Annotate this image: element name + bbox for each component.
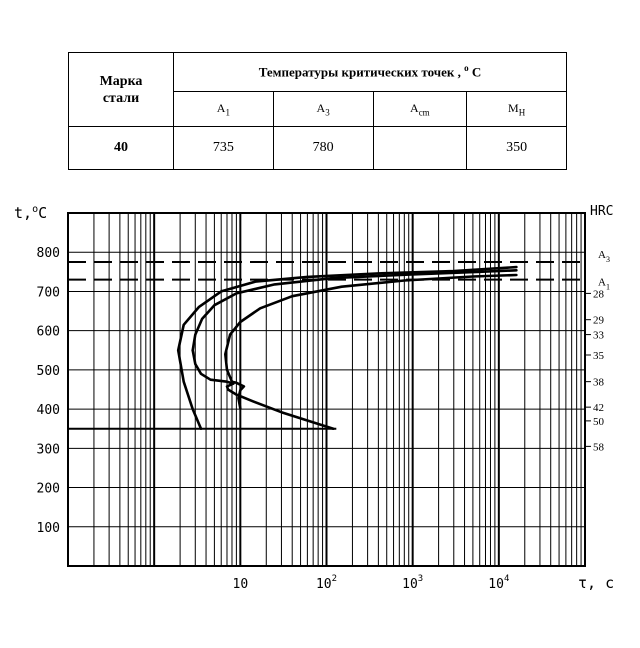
y-tick-label: 200 [36, 481, 60, 497]
y-tick-label: 400 [36, 403, 60, 419]
hrc-value: 33 [593, 329, 604, 342]
ref-label-sub: 1 [605, 282, 610, 292]
point-a1-header: $A_1$ [174, 92, 274, 127]
x-tick-label: $10^2$ [315, 574, 338, 592]
a3-value: 780 [273, 127, 373, 170]
hrc-value: 38 [593, 376, 604, 389]
y-tick-label: 800 [36, 246, 60, 262]
ref-label-a3: $A_3$ [598, 249, 610, 265]
y-axis-unit: C [38, 204, 48, 222]
steel-header-line2: стали [102, 90, 140, 106]
ref-label-a1: $A_1$ [598, 276, 610, 292]
x-axis-label: τ, c [578, 574, 615, 592]
mh-value: 350 [467, 127, 567, 170]
y-tick-label: 300 [36, 442, 60, 458]
hrc-value: 28 [593, 288, 604, 301]
transformation-curve-5 [232, 382, 244, 409]
y-axis-label: t,$^o$C [14, 204, 48, 222]
a1-value: 735 [174, 127, 274, 170]
hrc-value: 50 [593, 415, 604, 428]
x-tick-exponent: 3 [417, 574, 424, 584]
y-tick-label: 600 [36, 324, 60, 340]
hrc-value: 42 [593, 402, 604, 415]
hrc-label: HRC [590, 204, 614, 219]
x-tick-exponent: 4 [503, 574, 510, 584]
hrc-value: 58 [593, 441, 604, 454]
point-acm-header: $A_{cm}$ [373, 92, 467, 127]
x-tick-label: $10^3$ [402, 574, 424, 592]
transformation-curve-2 [193, 350, 334, 428]
x-tick-label: $10^4$ [488, 574, 510, 592]
y-tick-label: 500 [36, 363, 60, 379]
steel-grade-value: 40 [69, 127, 174, 170]
x-tick-exponent: 2 [331, 574, 338, 584]
point-mh-header: $M_H$ [467, 92, 567, 127]
ref-label-sub: 3 [605, 255, 610, 265]
y-tick-label: 100 [36, 520, 60, 536]
steel-header-line1: Марка [99, 73, 143, 89]
hrc-value: 35 [593, 349, 604, 362]
celsius-unit: C [471, 64, 482, 80]
hrc-value: 29 [593, 314, 604, 327]
y-axis-degree: o [32, 204, 39, 215]
critical-temps-title: Температуры критических точек , [258, 64, 461, 80]
x-tick-label: 10 [232, 577, 249, 592]
point-a3-header: $A_3$ [273, 92, 373, 127]
degree-sup: o [464, 63, 469, 74]
y-tick-label: 700 [36, 285, 60, 301]
